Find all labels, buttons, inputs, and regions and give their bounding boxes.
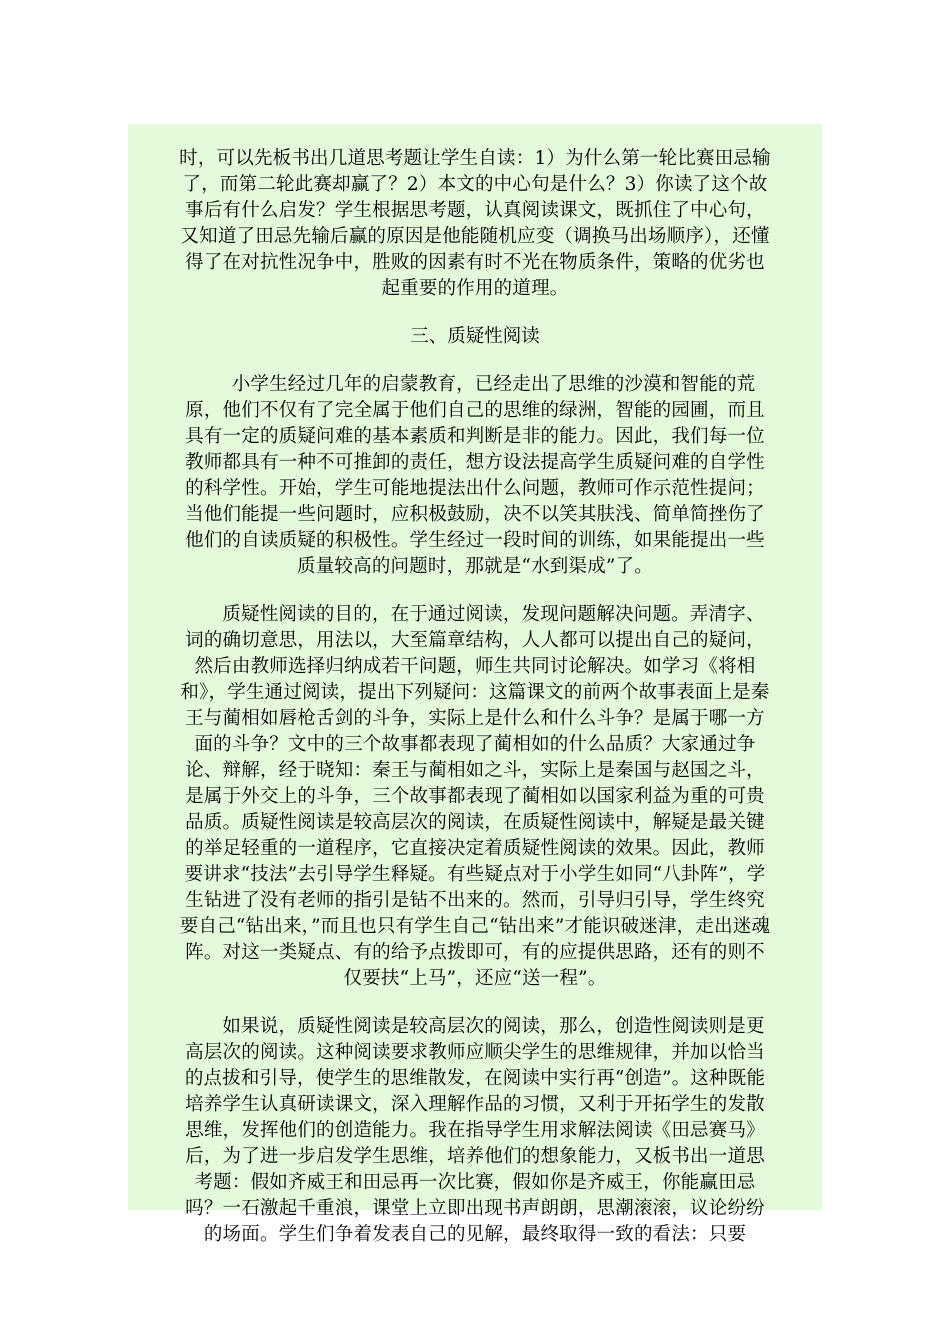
paragraph-1: 时，可以先板书出几道思考题让学生自读：1）为什么第一轮比赛田忌输了，而第二轮此赛却赢了？2）本文的中心句是什么？3）你读了这个故事后有什么启发？学生根据思考题，认真阅读课文，既抓住了中心句，又知道了田忌先输后赢的原因是他能随机应变（调换马出场顺序），还懂得了在对抗性况争中，胜败的因素有时不光在物质条件，策略的优劣也起重要的作用的道理。 [179, 148, 771, 299]
paragraph-2: 小学生经过几年的启蒙教育，已经走出了思维的沙漠和智能的荒原，他们不仅有了完全属于他们自己的思维的绿洲，智能的园圃，而且具有一定的质疑问难的基本素质和判断是非的能力。因此，我们每一位教师都具有一种不可推卸的责任，想方设法提高学生质疑问难的自学性的科学性。开始，学生可能地提法出什么问题，教师可作示范性提问；当他们能提一些问题时，应积极鼓励，决不以笑其肤浅、简单简挫伤了他们的自读质疑的积极性。学生经过一段时间的训练，如果能提出一些质量较高的问题时，那就是“水到渠成”了。 [185, 374, 765, 577]
section-heading: 三、质疑性阅读 [410, 326, 540, 347]
paragraph-3: 质疑性阅读的目的，在于通过阅读，发现问题解决问题。弄清字、词的确切意思，用法以，大至篇章结构，人人都可以提出自己的疑问，然后由教师选择归纳成若干问题，师生共同讨论解决。如学习《将相和》，学生通过阅读，提出下列疑问：这篇课文的前两个故事表面上是秦王与蔺相如唇枪舌剑的斗争，实际上是什么和什么斗争？是属于哪一方面的斗争？文中的三个故事都表现了蔺相如的什么品质？大家通过争论、辩解，经于晓知：秦王与蔺相如之斗，实际上是秦国与赵国之斗，是属于外交上的斗争，三个故事都表现了蔺相如以国家利益为重的可贵品质。质疑性阅读是较高层次的阅读，在质疑性阅读中，解疑是最关键的举足轻重的一道程序，它直接决定着质疑性阅读的效果。因此，教师要讲求“技法”去引导学生释疑。有些疑点对于小学生如同“八卦阵”，学生钻进了没有老师的指引是钻不出来的。然而，引导归引导，学生终究要自己“钻出来，”而且也只有学生自己“钻出来”才能识破迷津，走出迷魂阵。对这一类疑点、有的给予点拨即可，有的应提供思路，还有的则不仅要扶“上马”，还应“送一程”。 [179, 604, 771, 989]
paragraph-4: 如果说，质疑性阅读是较高层次的阅读，那么，创造性阅读则是更高层次的阅读。这种阅读要求教师应顺尖学生的思维规律，并加以恰当的点拔和引导，使学生的思维散发，在阅读中实行再“创造”。这种既能培养学生认真研读课文，深入理解作品的习惯，又利于开拓学生的发散思维，发挥他们的创造能力。我在指导学生用求解法阅读《田忌赛马》后，为了进一步启发学生思维，培养他们的想象能力，又板书出一道思考题：假如齐威王和田忌再一次比赛，假如你是齐威王，你能赢田忌吗？一石激起千重浪，课堂上立即出现书声朗朗，思潮滚滚，议论纷纷的场面。学生们争着发表自己的见解，最终取得一致的看法：只要 [184, 1016, 766, 1245]
document-page [128, 124, 822, 1245]
